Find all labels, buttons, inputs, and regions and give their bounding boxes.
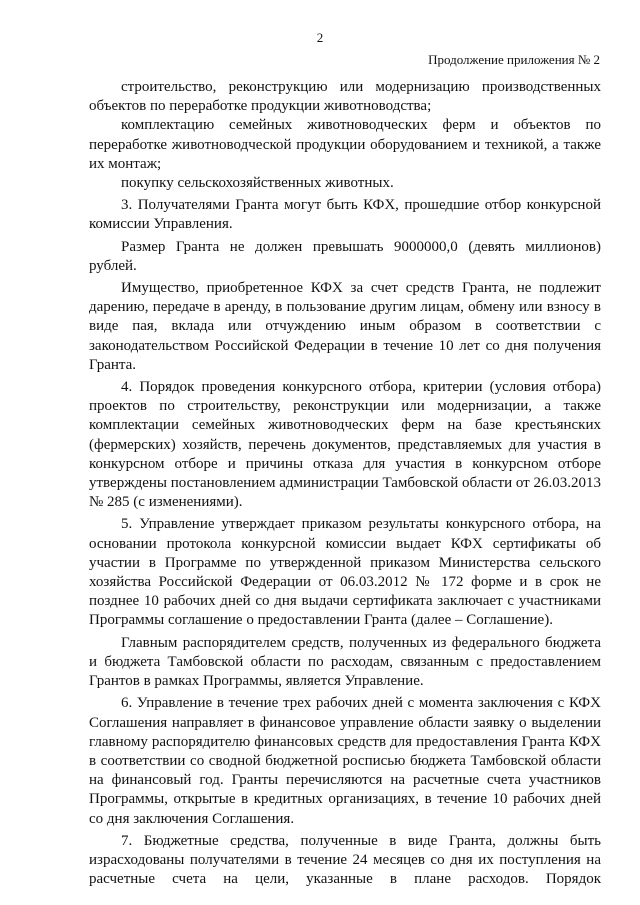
paragraph-livestock-purchase: покупку сельскохозяйственных животных. [121, 175, 394, 192]
paragraph-5-certificates: 5. Управление утверждает приказом результаты конкурсного отбора, на основании протокола конкурсной комиссии выдает КФХ сертификаты об участии в Программе по утвержденной приказом Министерства сельского хозяйства Российской Федерации от 06.03.2012 № 172 форме и в срок не позднее 10 рабочих дней со дня выдачи сертификата заключает с участниками Программы соглашение о предоставлении Гранта (далее – Соглашение). [89, 516, 601, 629]
paragraph-property-restrictions: Имущество, приобретенное КФХ за счет средств Гранта, не подлежит дарению, передаче в аренду, в пользование другим лицам, обмену или взносу в виде пая, вклада или отчуждению иным образом в соответствии с законодательством Российской Федерации в течение 10 лет со дня получения Гранта. [89, 280, 601, 373]
paragraph-construction: строительство, реконструкцию или модернизацию производственных объектов по переработке продукции животноводства; [89, 79, 601, 115]
paragraph-main-administrator: Главным распорядителем средств, полученных из федерального бюджета и бюджета Тамбовской области по расходам, связанным с предоставлением Грантов в рамках Программы, является Управление. [89, 634, 601, 690]
paragraph-7-spending-term: 7. Бюджетные средства, полученные в виде Гранта, должны быть израсходованы получателями в течение 24 месяцев со дня их поступления на расчетные счета на цели, указанные в плане расходов. Порядок [89, 832, 601, 888]
document-body [89, 78, 601, 889]
page-number: 2 [316, 30, 324, 45]
paragraph-equipment: комплектацию семейных животноводческих ферм и объектов по переработке животноводческой продукции оборудованием и техникой, а также их монтаж; [89, 117, 601, 172]
paragraph-4-selection-procedure: 4. Порядок проведения конкурсного отбора, критерии (условия отбора) проектов по строительству, реконструкции или модернизации, а также комплектации семейных животноводческих ферм на базе крестьянских (фермерских) хозяйств, перечень документов, представляемых для участия в конкурсном отборе и причины отказа для участия в конкурсном отборе утверждены постановлением администрации Тамбовской области от 26.03.2013 № 285 (с изменениями). [89, 379, 601, 511]
paragraph-3-recipients: 3. Получателями Гранта могут быть КФХ, прошедшие отбор конкурсной комиссии Управления. [89, 197, 601, 233]
paragraph-6-funding-request: 6. Управление в течение трех рабочих дней с момента заключения с КФХ Соглашения направляет в финансовое управление области заявку о выделении главному распорядителю финансовых средств для предоставления Гранта КФХ в соответствии со сводной бюджетной росписью бюджета Тамбовской области на финансовый год. Гранты перечисляются на расчетные счета участников Программы, открытые в кредитных организациях, в течение 10 рабочих дней со дня заключения Соглашения. [89, 695, 601, 827]
appendix-continuation-note: Продолжение приложения № 2 [428, 52, 600, 67]
paragraph-grant-size: Размер Гранта не должен превышать 9000000,0 (девять миллионов) рублей. [89, 238, 601, 274]
